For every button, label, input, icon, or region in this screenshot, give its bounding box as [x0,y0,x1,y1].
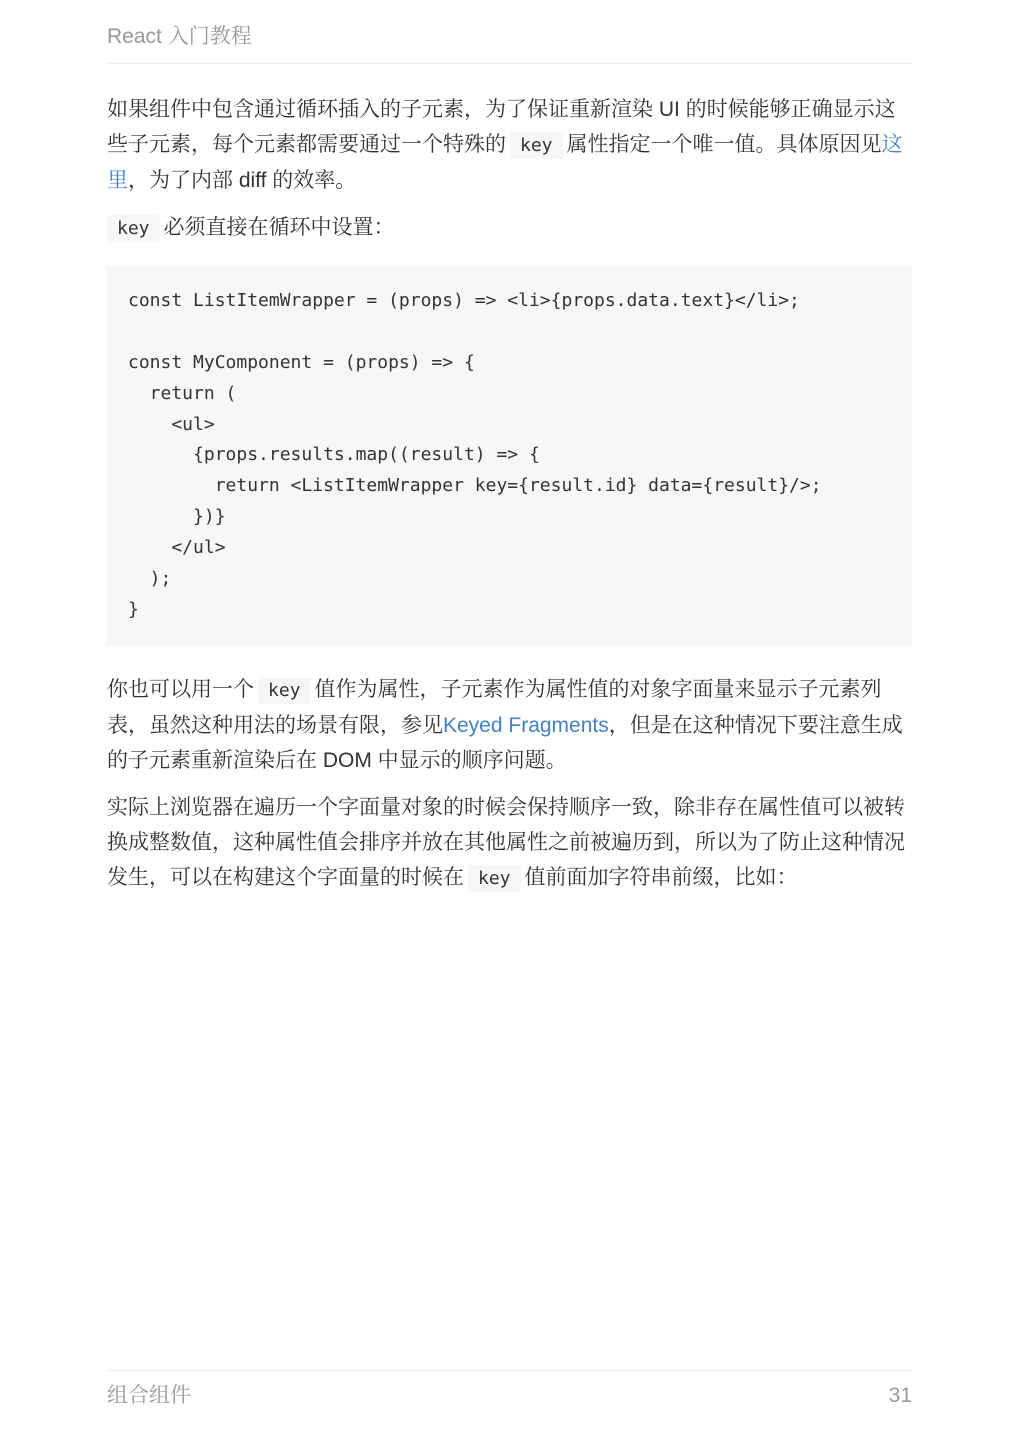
link-keyed-fragments[interactable]: Keyed Fragments [443,713,609,737]
code-line [128,317,891,348]
main-content [107,92,912,908]
inline-code-key: key [510,132,563,159]
page-header [107,22,912,64]
paragraph-text: 你也可以用一个 [107,677,254,701]
paragraph-text: 值作为属性，子元素作为属性值的对象字面量来显示子元素列表，虽然这种用法的场景有限，参见 [107,677,882,737]
page-number: 31 [888,1384,912,1407]
code-line: ); [128,568,172,590]
paragraph-text: 属性指定一个唯一值。具体原因见 [566,133,882,156]
paragraph-key-intro [107,92,912,198]
inline-code-key: key [258,677,311,704]
code-line: })} [128,506,226,528]
paragraph-text: 实际上浏览器在遍历一个字面量对象的时候会保持顺序一致，除非存在属性值可以被转换成整数值，这种属性值会排序并放在其他属性之前被遍历到，所以为了防止这种情况发生，可以在构建这个字面量的时候在 [107,795,905,889]
paragraph-key-in-loop [107,210,912,246]
inline-code-key: key [468,865,521,892]
code-line: return <ListItemWrapper key={result.id} data={result}/>; [128,475,822,497]
inline-code-key: key [107,215,160,242]
paragraph-keyed-fragments [107,672,912,778]
header-title: React 入门教程 [107,25,252,48]
paragraph-text: 如果组件中包含通过循环插入的子元素，为了保证重新渲染 UI 的时候能够正确显示这些子元素，每个元素都需要通过一个特殊的 [107,98,896,156]
footer-chapter: 组合组件 [107,1384,191,1407]
code-line: } [128,598,139,620]
page-footer [107,1370,912,1411]
code-line: return ( [128,382,237,404]
paragraph-text: 值前面加字符串前缀，比如： [524,865,798,889]
link-here[interactable]: 这里 [107,133,903,192]
code-line: </ul> [128,537,226,559]
code-line: const MyComponent = (props) => { [128,351,475,373]
code-line: <ul> [128,413,215,435]
paragraph-text: ，但是在这种情况下要注意生成的子元素重新渲染后在 DOM 中显示的顺序问题。 [107,713,903,772]
paragraph-text: 必须直接在循环中设置： [163,216,395,239]
code-block [107,266,912,646]
code-line: {props.results.map((result) => { [128,444,540,466]
code-line: const ListItemWrapper = (props) => <li>{props.data.text}</li>; [128,290,800,311]
paragraph-key-prefix [107,790,912,896]
paragraph-text: ，为了内部 diff 的效率。 [128,169,357,192]
